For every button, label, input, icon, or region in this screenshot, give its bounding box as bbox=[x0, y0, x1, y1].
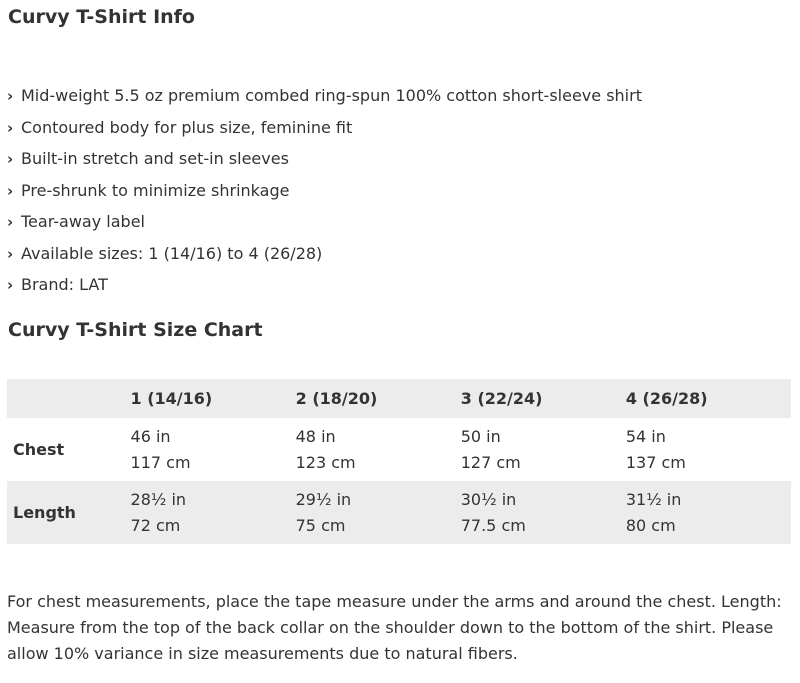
bullet-chevron-icon: › bbox=[7, 276, 14, 294]
feature-text: Tear-away label bbox=[21, 212, 145, 231]
measurement-cell bbox=[131, 481, 296, 544]
feature-text: Built-in stretch and set-in sleeves bbox=[21, 149, 289, 168]
bullet-chevron-icon: › bbox=[7, 118, 14, 137]
measurement-cell bbox=[296, 418, 461, 481]
feature-item bbox=[7, 212, 642, 244]
measurement-cell bbox=[626, 481, 791, 544]
feature-item bbox=[7, 275, 642, 307]
value-inches: 46 in bbox=[130, 426, 171, 446]
value-inches: 50 in bbox=[460, 426, 501, 446]
measurement-note: For chest measurements, place the tape measure under the arms and around the chest. Length: Measure from the top of the back collar on the shoulder down to the bottom of the shirt. Please allow 10% variance in size measurements due to natural fibers. bbox=[7, 592, 782, 663]
feature-item bbox=[7, 86, 642, 118]
measurement-cell bbox=[626, 418, 791, 481]
measurement-cell bbox=[131, 418, 296, 481]
size-column-header: 4 (26/28) bbox=[625, 389, 708, 408]
bullet-chevron-icon: › bbox=[7, 181, 14, 200]
feature-text: Available sizes: 1 (14/16) to 4 (26/28) bbox=[21, 243, 323, 263]
header-corner-cell bbox=[7, 379, 131, 418]
value-cm: 77.5 cm bbox=[460, 515, 526, 535]
measurement-cell bbox=[461, 481, 626, 544]
value-inches: 30½ in bbox=[460, 489, 517, 509]
value-inches: 31½ in bbox=[625, 489, 682, 509]
feature-text: Contoured body for plus size, feminine fit bbox=[21, 117, 353, 137]
value-inches: 48 in bbox=[295, 426, 336, 446]
value-cm: 72 cm bbox=[130, 515, 181, 535]
value-cm: 75 cm bbox=[295, 515, 346, 535]
row-label: Chest bbox=[13, 440, 65, 459]
size-header-row bbox=[7, 379, 791, 418]
feature-list bbox=[7, 86, 642, 307]
bullet-chevron-icon: › bbox=[7, 87, 14, 105]
value-inches: 28½ in bbox=[130, 489, 187, 509]
feature-item bbox=[7, 181, 642, 213]
chest-row bbox=[7, 418, 791, 481]
size-chart-table bbox=[7, 379, 791, 544]
bullet-chevron-icon: › bbox=[7, 150, 14, 168]
value-inches: 29½ in bbox=[295, 489, 352, 509]
size-column-header: 3 (22/24) bbox=[460, 389, 543, 408]
feature-text: Mid-weight 5.5 oz premium combed ring-spun 100% cotton short-sleeve shirt bbox=[21, 86, 642, 105]
size-chart-heading: Curvy T-Shirt Size Chart bbox=[8, 319, 263, 341]
measurement-cell bbox=[461, 418, 626, 481]
measurement-cell bbox=[296, 481, 461, 544]
value-cm: 80 cm bbox=[625, 515, 676, 535]
bullet-chevron-icon: › bbox=[7, 213, 14, 231]
size-column-header: 1 (14/16) bbox=[130, 389, 213, 408]
row-label: Length bbox=[13, 503, 76, 522]
feature-text: Pre-shrunk to minimize shrinkage bbox=[21, 180, 290, 200]
length-row bbox=[7, 481, 791, 544]
feature-item bbox=[7, 244, 642, 276]
feature-item bbox=[7, 118, 642, 150]
value-cm: 117 cm bbox=[130, 452, 191, 472]
value-inches: 54 in bbox=[625, 426, 666, 446]
bullet-chevron-icon: › bbox=[7, 244, 14, 263]
feature-item bbox=[7, 149, 642, 181]
value-cm: 123 cm bbox=[295, 452, 356, 472]
size-column-header: 2 (18/20) bbox=[295, 389, 378, 408]
value-cm: 137 cm bbox=[625, 452, 686, 472]
feature-text: Brand: LAT bbox=[21, 275, 108, 294]
value-cm: 127 cm bbox=[460, 452, 521, 472]
info-heading: Curvy T-Shirt Info bbox=[8, 6, 195, 28]
